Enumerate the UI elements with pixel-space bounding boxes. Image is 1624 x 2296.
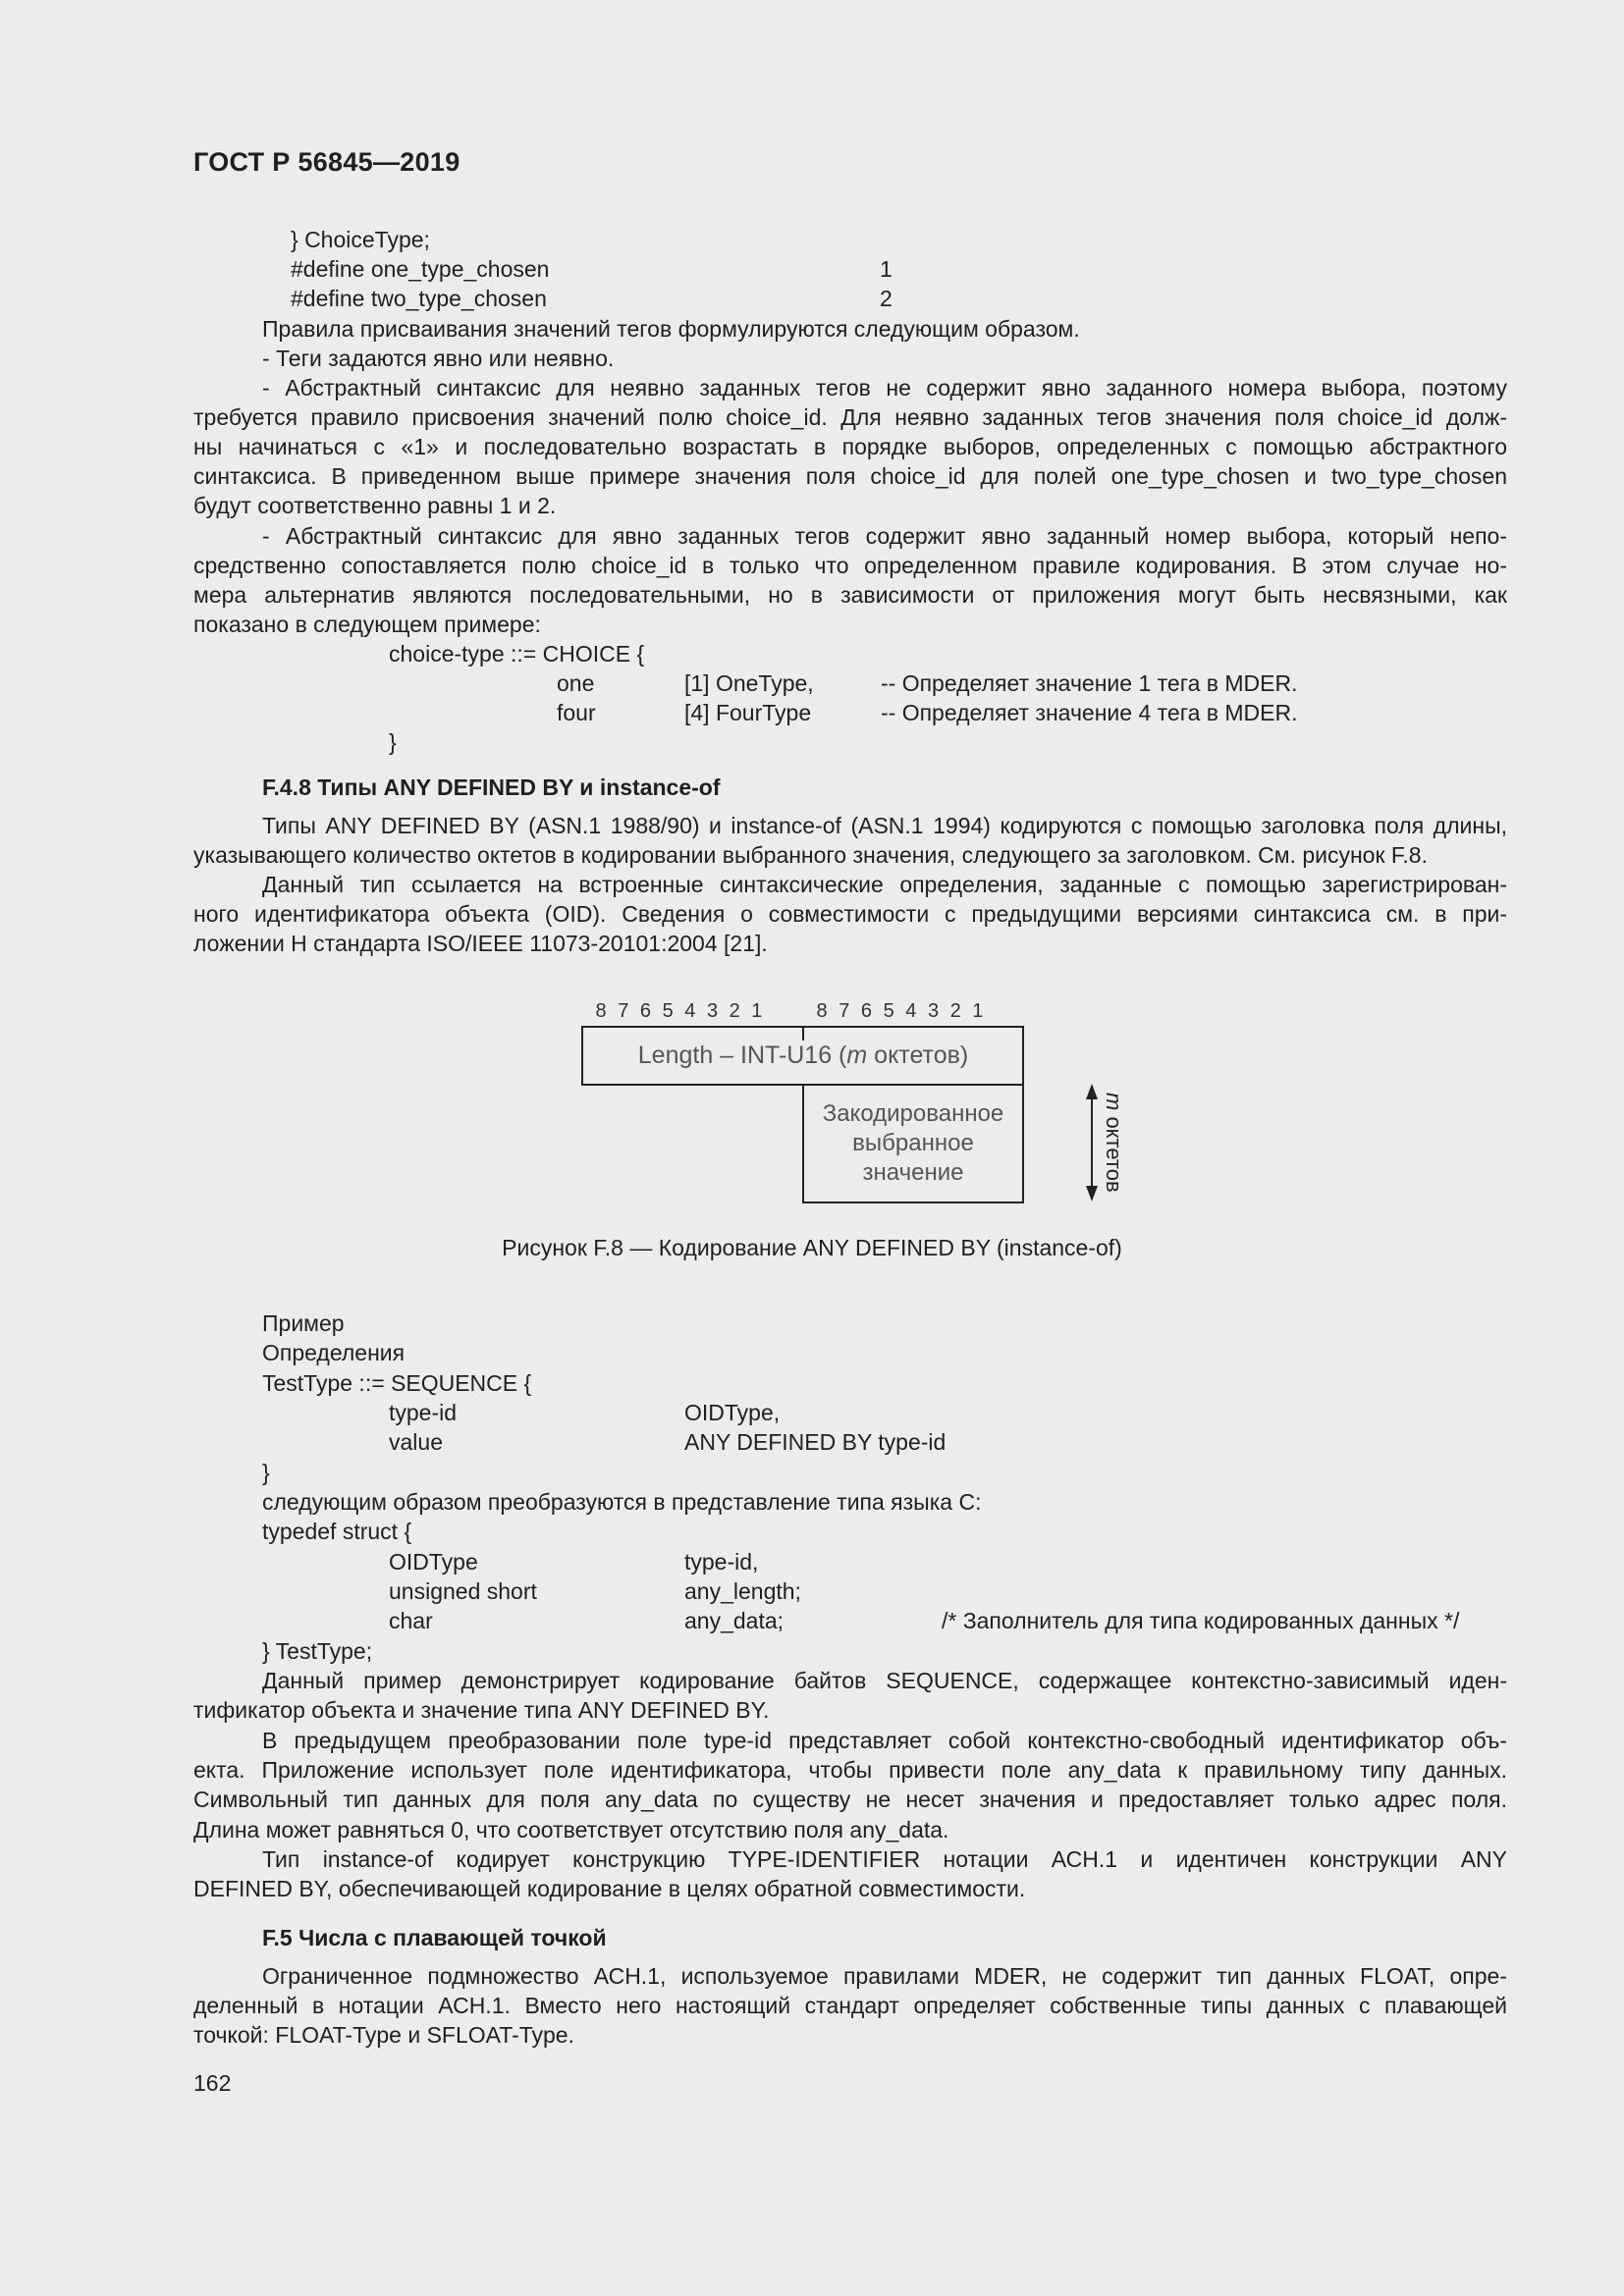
- paragraph-line: тификатор объекта и значение типа ANY DEFINED BY.: [193, 1697, 770, 1723]
- code-field-type: [1] OneType,: [684, 670, 814, 696]
- code-line: typedef struct {: [262, 1519, 412, 1544]
- paragraph-line: Правила присваивания значений тегов формулируются следующим образом.: [262, 316, 1080, 342]
- paragraph-line: показано в следующем примере:: [193, 612, 541, 637]
- code-value: 2: [880, 286, 893, 311]
- length-field-label: Length – INT-U16 (m октетов): [637, 1041, 969, 1069]
- code-line: } TestType;: [262, 1638, 373, 1664]
- code-field-name: any_data;: [684, 1608, 785, 1633]
- paragraph-line: Типы ANY DEFINED BY (ASN.1 1988/90) и instance-of (ASN.1 1994) кодируются с помощью заголовка поля длины,: [262, 813, 1507, 838]
- paragraph-line: Тип instance-of кодирует конструкцию TYPE-IDENTIFIER нотации АСН.1 и идентичен конструкции ANY: [262, 1846, 1507, 1872]
- code-field-name: value: [389, 1429, 443, 1455]
- code-line: choice-type ::= CHOICE {: [389, 641, 645, 667]
- code-line: }: [389, 729, 397, 755]
- example-label: Пример: [262, 1310, 345, 1336]
- encoded-value-line: Закодированное: [822, 1100, 1004, 1127]
- code-field-type: char: [389, 1608, 433, 1633]
- code-field-type: OIDType,: [684, 1400, 781, 1425]
- code-comment: /* Заполнитель для типа кодированных данных */: [942, 1608, 1460, 1633]
- paragraph-line: - Абстрактный синтаксис для явно заданных тегов содержит явно заданный номер выбора, который непо-: [262, 523, 1507, 549]
- code-field-type: OIDType: [389, 1549, 478, 1575]
- section-heading: F.5 Числа с плавающей точкой: [262, 1925, 607, 1950]
- paragraph-line: будут соответственно равны 1 и 2.: [193, 493, 557, 518]
- paragraph-line: DEFINED BY, обеспечивающей кодирование в целях обратной совместимости.: [193, 1876, 1026, 1901]
- code-line: } ChoiceType;: [291, 227, 430, 252]
- paragraph-line: требуется правило присвоения значений полю choice_id. Для неявно заданных тегов значения поля choice_id долж-: [193, 404, 1507, 430]
- code-comment: -- Определяет значение 1 тега в MDER.: [881, 670, 1298, 696]
- paragraph-line: Данный тип ссылается на встроенные синтаксические определения, заданные с помощью зарегистрирован-: [262, 872, 1507, 897]
- paragraph-line: екта. Приложение использует поле идентификатора, чтобы привести поле any_data к правильному типу данных.: [193, 1757, 1507, 1783]
- paragraph-line: В предыдущем преобразовании поле type-id представляет собой контекстно-свободный идентификатор объ-: [262, 1728, 1507, 1753]
- code-field-type: unsigned short: [389, 1578, 537, 1604]
- paragraph-line: - Теги задаются явно или неявно.: [262, 346, 615, 371]
- code-field-name: type-id,: [684, 1549, 759, 1575]
- paragraph-line: указывающего количество октетов в кодировании выбранного значения, следующего за заголовком. См. рисунок F.8.: [193, 842, 1428, 868]
- code-field-name: one: [557, 670, 595, 696]
- dimension-label: m октетов: [1102, 1093, 1126, 1193]
- bit-numbers-right: 8 7 6 5 4 3 2 1: [816, 1000, 987, 1022]
- code-field-name: type-id: [389, 1400, 458, 1425]
- code-field-type: [4] FourType: [684, 700, 812, 725]
- paragraph-line: деленный в нотации АСН.1. Вместо него настоящий стандарт определяет собственные типы данных с плавающей: [193, 1993, 1507, 2018]
- paragraph-line: синтаксиса. В приведенном выше примере значения поля choice_id для полей one_type_chosen и two_type_chosen: [193, 463, 1507, 489]
- paragraph-line: точкой: FLOAT-Type и SFLOAT-Type.: [193, 2022, 574, 2048]
- paragraph-line: Данный пример демонстрирует кодирование байтов SEQUENCE, содержащее контекстно-зависимый иден-: [262, 1668, 1507, 1693]
- paragraph-line: Ограниченное подмножество АСН.1, используемое правилами MDER, не содержит тип данных FLOAT, опре-: [262, 1963, 1507, 1989]
- encoded-value-line: значение: [862, 1159, 964, 1186]
- code-value: 1: [880, 256, 893, 282]
- code-comment: -- Определяет значение 4 тега в MDER.: [881, 700, 1298, 725]
- page-number: 162: [193, 2070, 232, 2096]
- bit-numbers-left: 8 7 6 5 4 3 2 1: [595, 1000, 766, 1022]
- code-field-name: any_length;: [684, 1578, 801, 1604]
- paragraph-line: Длина может равняться 0, что соответствует отсутствию поля any_data.: [193, 1817, 949, 1842]
- code-line: следующим образом преобразуются в представление типа языка С:: [262, 1489, 982, 1515]
- encoded-value-line: выбранное: [852, 1130, 974, 1156]
- code-line: Определения: [262, 1340, 406, 1365]
- paragraph-line: мера альтернатив являются последовательными, но в зависимости от приложения могут быть несвязными, как: [193, 582, 1507, 608]
- code-line: TestType ::= SEQUENCE {: [262, 1370, 532, 1396]
- arrow-up-head: [1086, 1084, 1098, 1099]
- figure-caption: Рисунок F.8 — Кодирование ANY DEFINED BY (instance-of): [502, 1235, 1122, 1260]
- code-line: }: [262, 1460, 270, 1485]
- paragraph-line: ны начинаться с «1» и последовательно возрастать в порядке выборов, определенных с помощью абстрактного: [193, 434, 1507, 459]
- code-field-name: four: [557, 700, 596, 725]
- paragraph-line: - Абстрактный синтаксис для неявно заданных тегов не содержит явно заданного номера выбора, поэтому: [262, 375, 1507, 400]
- paragraph-line: средственно сопоставляется полю choice_id в только что определенном правиле кодирования. В этом случае но-: [193, 553, 1507, 578]
- paragraph-line: ложении H стандарта ISO/IEEE 11073-20101:2004 [21].: [193, 931, 768, 956]
- code-line: #define two_type_chosen: [291, 286, 547, 311]
- paragraph-line: ного идентификатора объекта (OID). Сведения о совместимости с предыдущими версиями синтаксиса см. в при-: [193, 901, 1507, 927]
- arrow-down-head: [1086, 1186, 1098, 1201]
- paragraph-line: Символьный тип данных для поля any_data по существу не несет значения и предоставляет только адрес поля.: [193, 1787, 1507, 1812]
- document-header: ГОСТ Р 56845—2019: [193, 147, 460, 177]
- code-field-type: ANY DEFINED BY type-id: [684, 1429, 947, 1455]
- section-heading: F.4.8 Типы ANY DEFINED BY и instance-of: [262, 774, 721, 800]
- code-line: #define one_type_chosen: [291, 256, 550, 282]
